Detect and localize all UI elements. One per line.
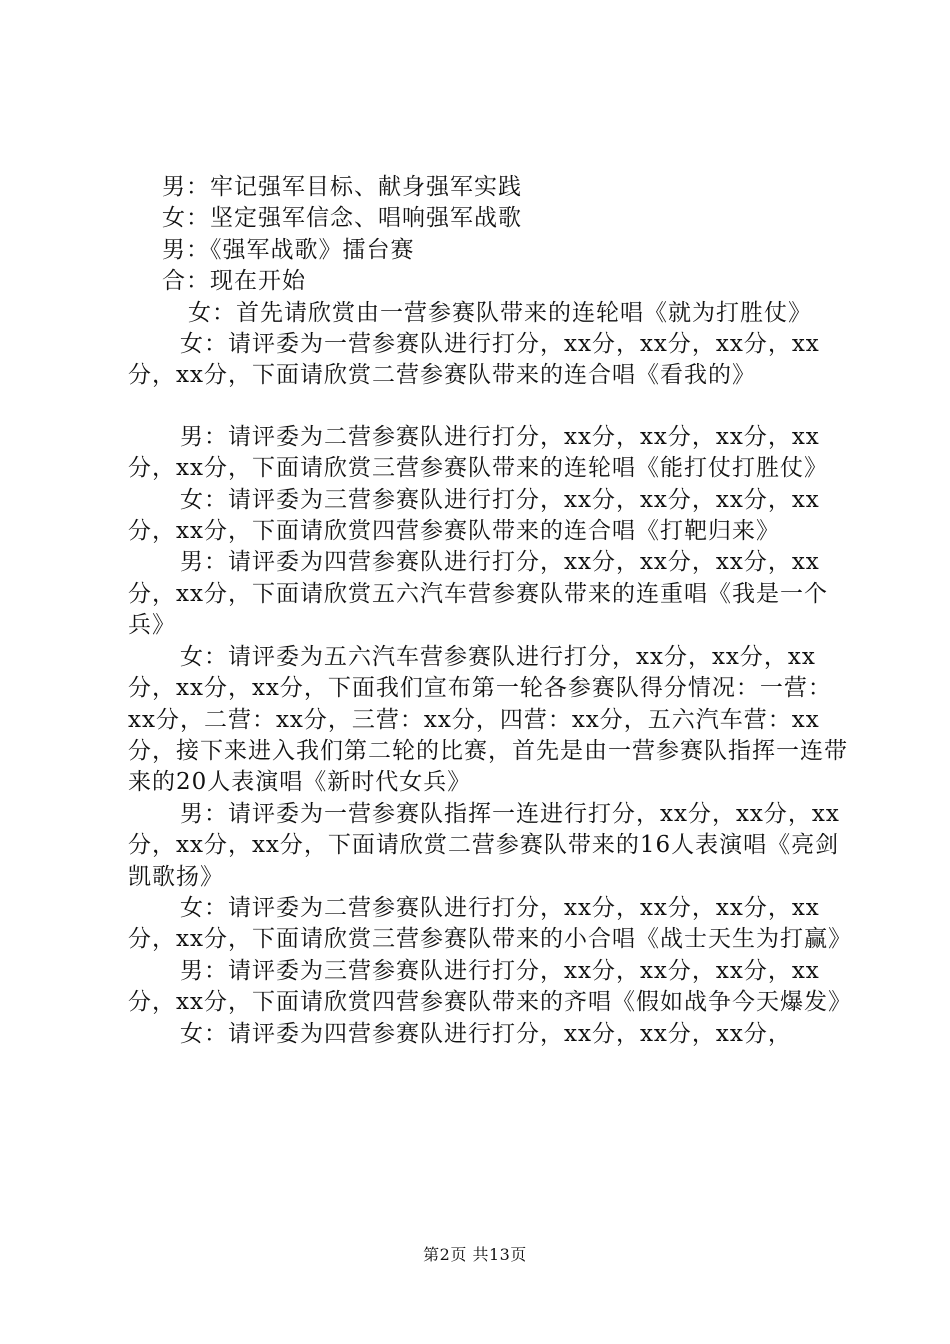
paragraph: 男：请评委为三营参赛队进行打分，xx分，xx分，xx分，xx分，xx分，下面请欣赏四营参赛队带来的齐唱《假如战争今天爆发》 [128,957,852,1016]
paragraph: 女：坚定强军信念、唱响强军战歌 [162,205,522,232]
paragraph: 男：牢记强军目标、献身强军实践 [162,174,522,200]
paragraph: 男：请评委为二营参赛队进行打分，xx分，xx分，xx分，xx分，xx分，下面请欣赏三营参赛队带来的连轮唱《能打仗打胜仗》 [128,423,828,482]
paragraph: 女：请评委为三营参赛队进行打分，xx分，xx分，xx分，xx分，xx分，下面请欣赏四营参赛队带来的连合唱《打靶归来》 [128,486,820,545]
paragraph: 女：请评委为四营参赛队进行打分，xx分，xx分，xx分， [180,1020,792,1047]
paragraph: 男：《强军战歌》擂台赛 [162,236,415,263]
page-footer: 第2页 共13页 [423,1245,527,1264]
paragraph: 合：现在开始 [162,268,306,295]
paragraph: 女：请评委为五六汽车营参赛队进行打分，xx分，xx分，xx分，xx分，xx分，下面我们宣布第一轮各参赛队得分情况：一营：xx分，二营：xx分，三营：xx分，四营：xx分，五六汽车营：xx分，接下来进入我们第二轮的比赛，首先是由一营参赛队指挥一连带来的20人表演唱《新时代女兵》 [128,643,848,796]
paragraph: 男：请评委为一营参赛队指挥一连进行打分，xx分，xx分，xx分，xx分，xx分，下面请欣赏二营参赛队带来的16人表演唱《亮剑凯歌扬》 [128,800,840,890]
blank-line [128,392,848,422]
paragraph: 女：请评委为一营参赛队进行打分，xx分，xx分，xx分，xx分，xx分，下面请欣赏二营参赛队带来的连合唱《看我的》 [128,331,820,389]
paragraph: 男：请评委为四营参赛队进行打分，xx分，xx分，xx分，xx分，xx分，下面请欣赏五六汽车营参赛队带来的连重唱《我是一个兵》 [128,549,828,639]
paragraph: 女：首先请欣赏由一营参赛队带来的连轮唱《就为打胜仗》 [188,299,812,326]
document-body [128,172,852,1050]
paragraph: 女：请评委为二营参赛队进行打分，xx分，xx分，xx分，xx分，xx分，下面请欣赏三营参赛队带来的小合唱《战士天生为打赢》 [128,894,852,953]
